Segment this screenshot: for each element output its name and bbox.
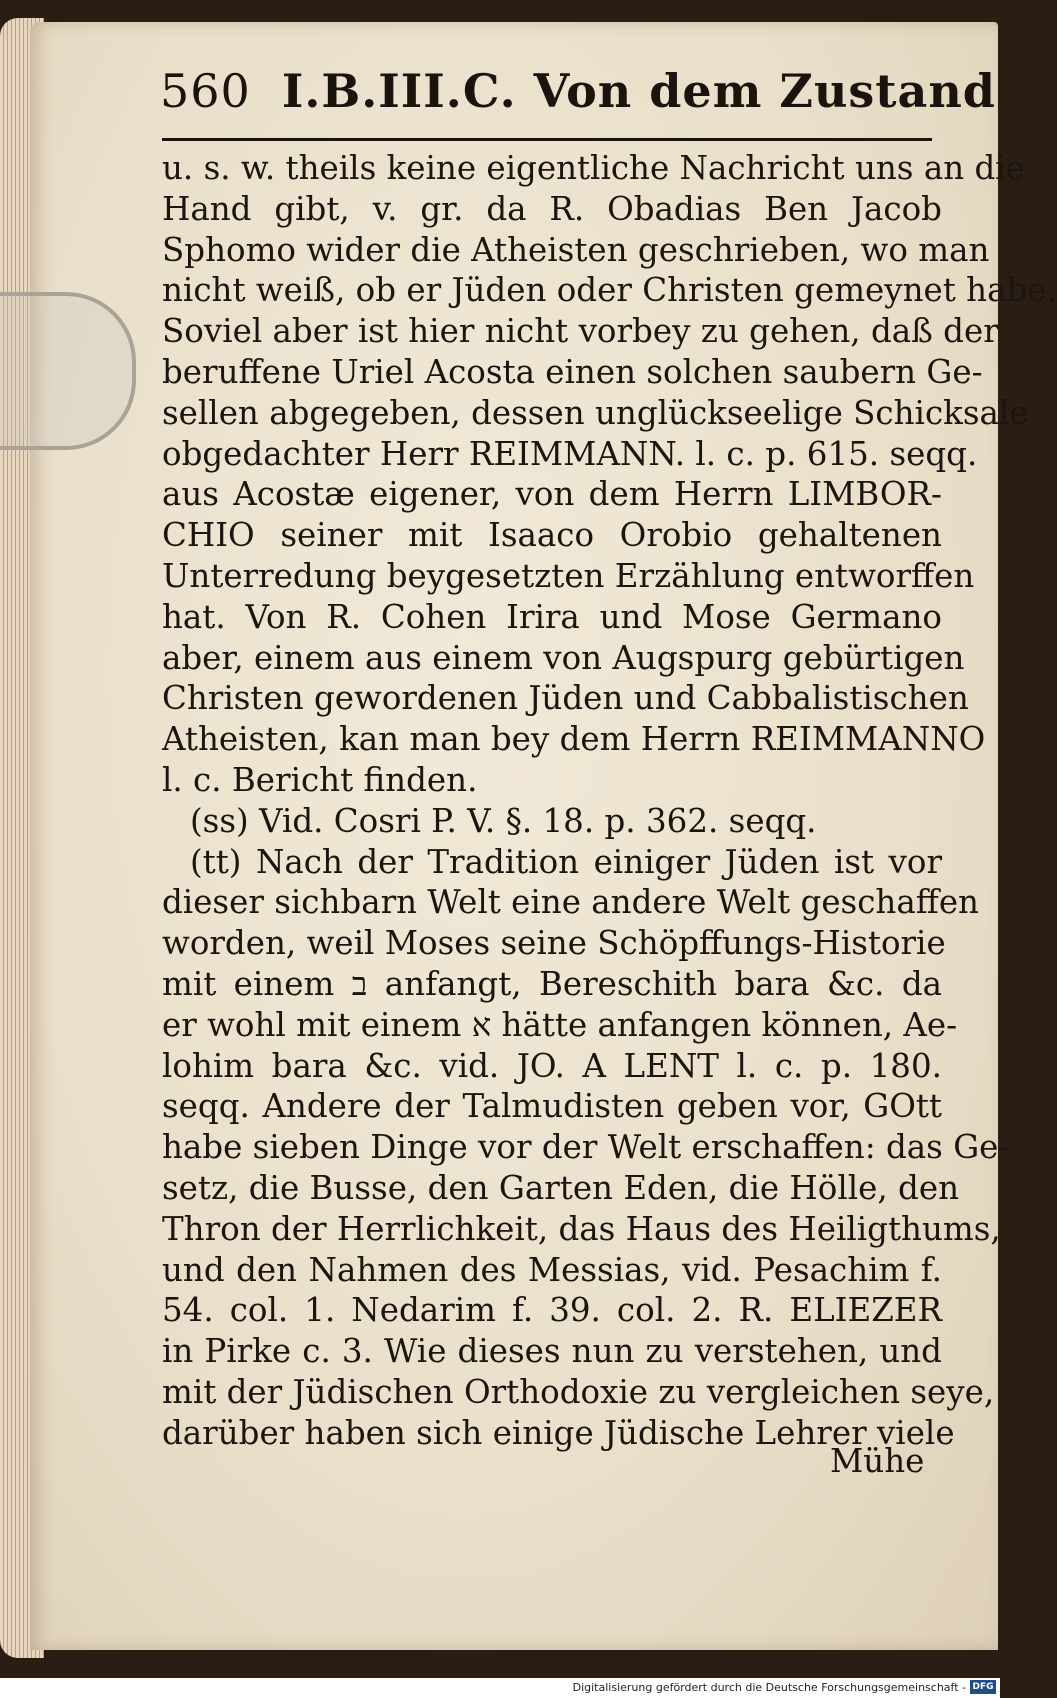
text-line: worden, weil Moses seine Schöpffungs-Historie (162, 924, 946, 963)
text-line: l. c. Bericht finden. (162, 760, 478, 799)
text-line: Christen gewordenen Jüden und Cabbalistischen (162, 679, 969, 718)
text-line: mit der Jüdischen Orthodoxie zu vergleichen seye, (162, 1372, 995, 1411)
text-line: mit einem ב anfangt, Bereschith bara &c. da (162, 964, 942, 1003)
page-number: 560 (160, 64, 251, 118)
catchword: Mühe (830, 1442, 925, 1480)
digitization-credit: Digitalisierung gefördert durch die Deutsche Forschungsgemeinschaft - (572, 1681, 966, 1694)
body-text (162, 148, 1057, 1454)
text-line: hat. Von R. Cohen Irira und Mose Germano (162, 597, 942, 636)
text-line: setz, die Busse, den Garten Eden, die Hölle, den (162, 1168, 959, 1207)
text-line: Unterredung beygesetzten Erzählung entworffen (162, 556, 975, 595)
text-line: Hand gibt, v. gr. da R. Obadias Ben Jacob (162, 189, 942, 228)
text-line: darüber haben sich einige Jüdische Lehrer viele (162, 1413, 955, 1452)
text-line: CHIO seiner mit Isaaco Orobio gehaltenen (162, 516, 942, 555)
text-line: seqq. Andere der Talmudisten geben vor, GOtt (162, 1087, 942, 1126)
text-line: beruffene Uriel Acosta einen solchen saubern Ge- (162, 352, 983, 391)
text-line: sellen abgegeben, dessen unglückseelige Schicksale (162, 393, 1029, 432)
text-line: Sphomo wider die Atheisten geschrieben, wo man (162, 230, 990, 269)
text-line: obgedachter Herr REIMMANN. l. c. p. 615. seqq. (162, 434, 978, 473)
text-line: aber, einem aus einem von Augspurg gebürtigen (162, 638, 965, 677)
text-line: Thron der Herrlichkeit, das Haus des Heiligthums, (162, 1209, 1001, 1248)
text-line: Soviel aber ist hier nicht vorbey zu gehen, daß der (162, 312, 999, 351)
footnote-ss: (ss) Vid. Cosri P. V. §. 18. p. 362. seqq. (190, 801, 817, 840)
text-line: Atheisten, kan man bey dem Herrn REIMMANNO (162, 720, 986, 759)
running-title: I.B.III.C. Von dem Zustand (281, 64, 996, 118)
dfg-logo: DFG (970, 1680, 996, 1694)
text-line: u. s. w. theils keine eigentliche Nachricht uns an die (162, 149, 1025, 187)
running-header (160, 64, 996, 134)
text-line: er wohl mit einem א hätte anfangen können, Ae- (162, 1005, 958, 1044)
text-line: dieser sichbarn Welt eine andere Welt geschaffen (162, 883, 979, 922)
text-line: in Pirke c. 3. Wie dieses nun zu verstehen, und (162, 1332, 942, 1371)
text-line: aus Acostæ eigener, von dem Herrn LIMBOR- (162, 475, 942, 514)
paper-clip (0, 292, 136, 450)
text-line: habe sieben Dinge vor der Welt erschaffen: das Ge- (162, 1128, 1010, 1167)
text-line: und den Nahmen des Messias, vid. Pesachim f. (162, 1250, 942, 1289)
text-line: 54. col. 1. Nedarim f. 39. col. 2. R. ELIEZER (162, 1291, 942, 1330)
text-line: nicht weiß, ob er Jüden oder Christen gemeynet habe. (162, 271, 1057, 310)
header-rule (162, 138, 932, 141)
footnote-tt: (tt) Nach der Tradition einiger Jüden ist vor (190, 842, 942, 881)
text-line: lohim bara &c. vid. JO. A LENT l. c. p. 180. (162, 1046, 942, 1085)
